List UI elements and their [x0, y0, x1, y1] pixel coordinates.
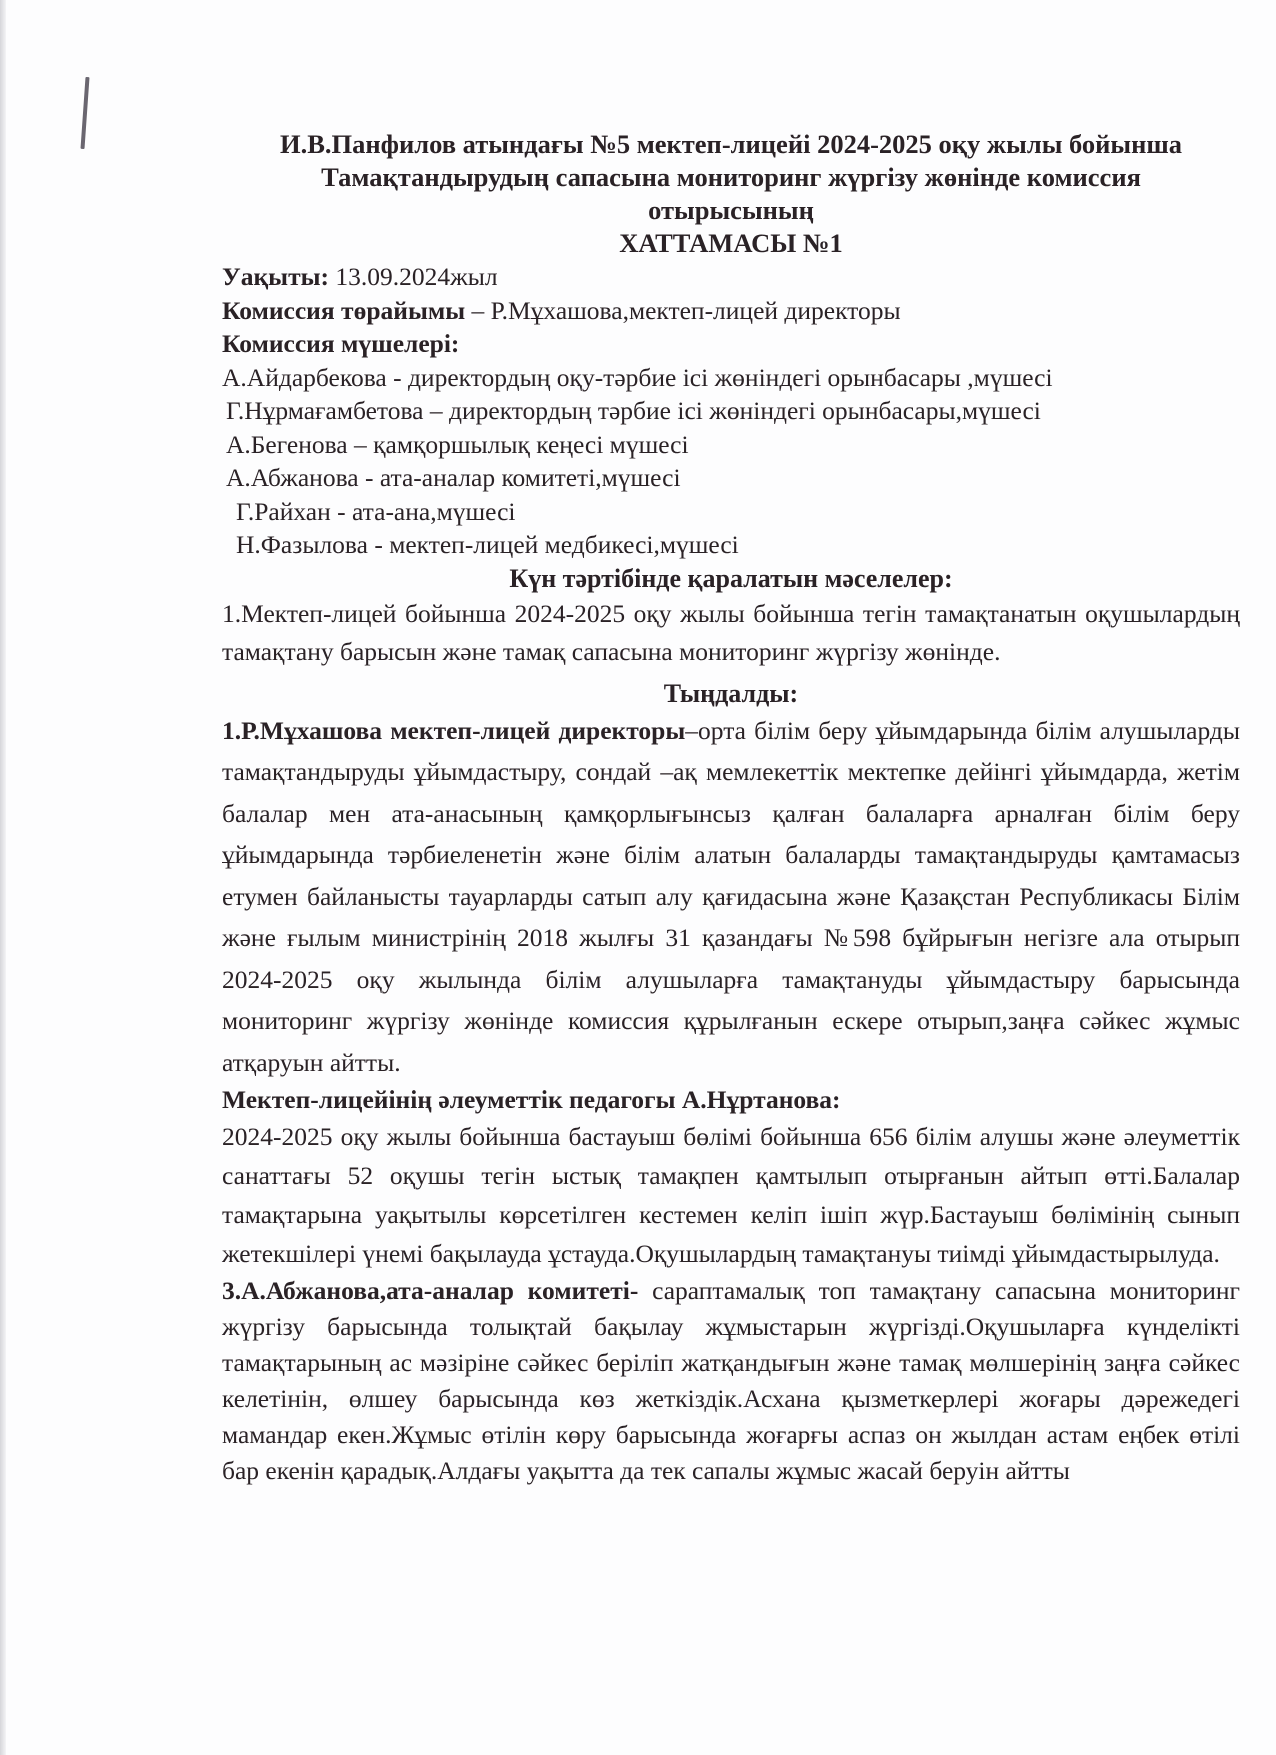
commission-chair: [222, 294, 1240, 328]
protocol-document: [222, 128, 1240, 1489]
heard-heading: Тыңдалды:: [663, 678, 799, 708]
member-item: Г.Райхан - ата-ана,мүшесі: [236, 496, 516, 526]
speaker-2-text: 2024-2025 оқу жылы бойынша бастауыш бөлімі бойынша 656 білім алушы және әлеуметтік санаттағы 52 оқушы тегін ыстық тамақпен қамтылып отырғанын айтып өтті.Балалар тамақтарына уақытылы көрсетілген кестемен келіп ішіп жүр.Бастауыш бөлімінің сынып жетекшілері үнемі бақылауда ұстауда.Оқушылардың тамақтануы тиімді ұйымдастырылуда.: [222, 1122, 1240, 1268]
speaker-1: 1.Р.Мұхашова мектеп-лицей директоры: [222, 715, 686, 745]
member-item: А.Абжанова - ата-аналар комитеті,мүшесі: [226, 463, 681, 492]
title-line-1: И.В.Панфилов атындағы №5 мектеп-лицейі 2024-2025 оқу жылы бойынша: [279, 129, 1183, 159]
member-item: Г.Нұрмағамбетова – директордың тәрбие ісі жөніндегі орынбасары,мүшесі: [226, 396, 1041, 425]
speaker-1-text: –орта білім беру ұйымдарында білім алушыларды тамақтандыруды ұйымдастыру, сондай –ақ мемлекеттік мектепке дейінгі ұйымдарда, жетім балалар мен ата-анасының қамқорлығынсыз қалған балаларға арналған білім беру ұйымдарында тәрбиеленетін және білім алатын балаларды тамақтандыруды қамтамасыз етумен байланысты тауарларды сатып алу қағидасына және Қазақстан Республикасы Білім және ғылым министрінің 2018 жылғы 31 қазандағы №598 бұйрығын негізге ала отырып 2024-2025 оқу жылында білім алушыларға тамақтануды ұйымдастыру барысында мониторинг жүргізу жөнінде комиссия құрылғанын ескере отырып,заңға сәйкес жұмыс атқаруын айтты.: [222, 715, 1240, 1077]
document-title: [222, 128, 1240, 260]
member-item: А.Айдарбекова - директордың оқу-тәрбие ісі жөніндегі орынбасары ,мүшесі: [222, 362, 1053, 392]
member-item: А.Бегенова – қамқоршылық кеңесі мүшесі: [226, 429, 689, 459]
speaker-2: Мектеп-лицейінің әлеуметтік педагогы А.Нұртанова:: [222, 1085, 841, 1114]
chair-label: Комиссия төрайымы: [222, 295, 466, 325]
agenda-item-1: 1.Мектеп-лицей бойынша 2024-2025 оқу жылы бойынша тегін тамақтанатын оқушылардың тамақтану барысын және тамақ сапасына мониторинг жүргізу жөнінде.: [222, 598, 1240, 666]
title-line-2: Тамақтандырудың сапасына мониторинг жүргізу жөнінде комиссия: [321, 162, 1141, 192]
agenda-heading: Күн тәртібінде қаралатын мәселелер:: [509, 563, 953, 593]
protocol-number: ХАТТАМАСЫ №1: [619, 228, 843, 258]
date-label: Уақыты:: [222, 262, 329, 291]
speaker-3: 3.А.Абжанова,ата-аналар комитеті-: [222, 1276, 639, 1305]
members-list: [222, 361, 1240, 562]
heard-item-3: [222, 1273, 1240, 1489]
speaker-3-text: сараптамалық топ тамақтану сапасына мониторинг жүргізу барысында толықтай бақылау жұмыстарын жүргізді.Оқушыларға күнделікті тамақтарының ас мәзіріне сәйкес беріліп жатқандығын және тамақ мөлшерінің заңға сәйкес келетінін, өлшеу барысында көз жеткіздік.Асхана қызметкерлері жоғары дәрежедегі мамандар екен.Жұмыс өтілін көру барысында жоғарғы аспаз он жылдан астам еңбек өтілі бар екенін қарадық.Алдағы уақытта да тек сапалы жұмыс жасай беруін айтты: [222, 1276, 1240, 1485]
staple-mark: [80, 77, 89, 149]
members-heading: [222, 327, 1240, 361]
meeting-date: [222, 260, 1240, 294]
date-value: 13.09.2024жыл: [329, 262, 498, 291]
heard-item-1: [222, 710, 1240, 1084]
scan-page-edge: [0, 0, 6, 1755]
chair-value: – Р.Мұхашова,мектеп-лицей директоры: [465, 295, 901, 325]
title-line-3: отырысының: [648, 195, 814, 225]
members-label: Комиссия мүшелері:: [222, 329, 460, 358]
member-item: Н.Фазылова - мектеп-лицей медбикесі,мүшесі: [236, 530, 739, 559]
